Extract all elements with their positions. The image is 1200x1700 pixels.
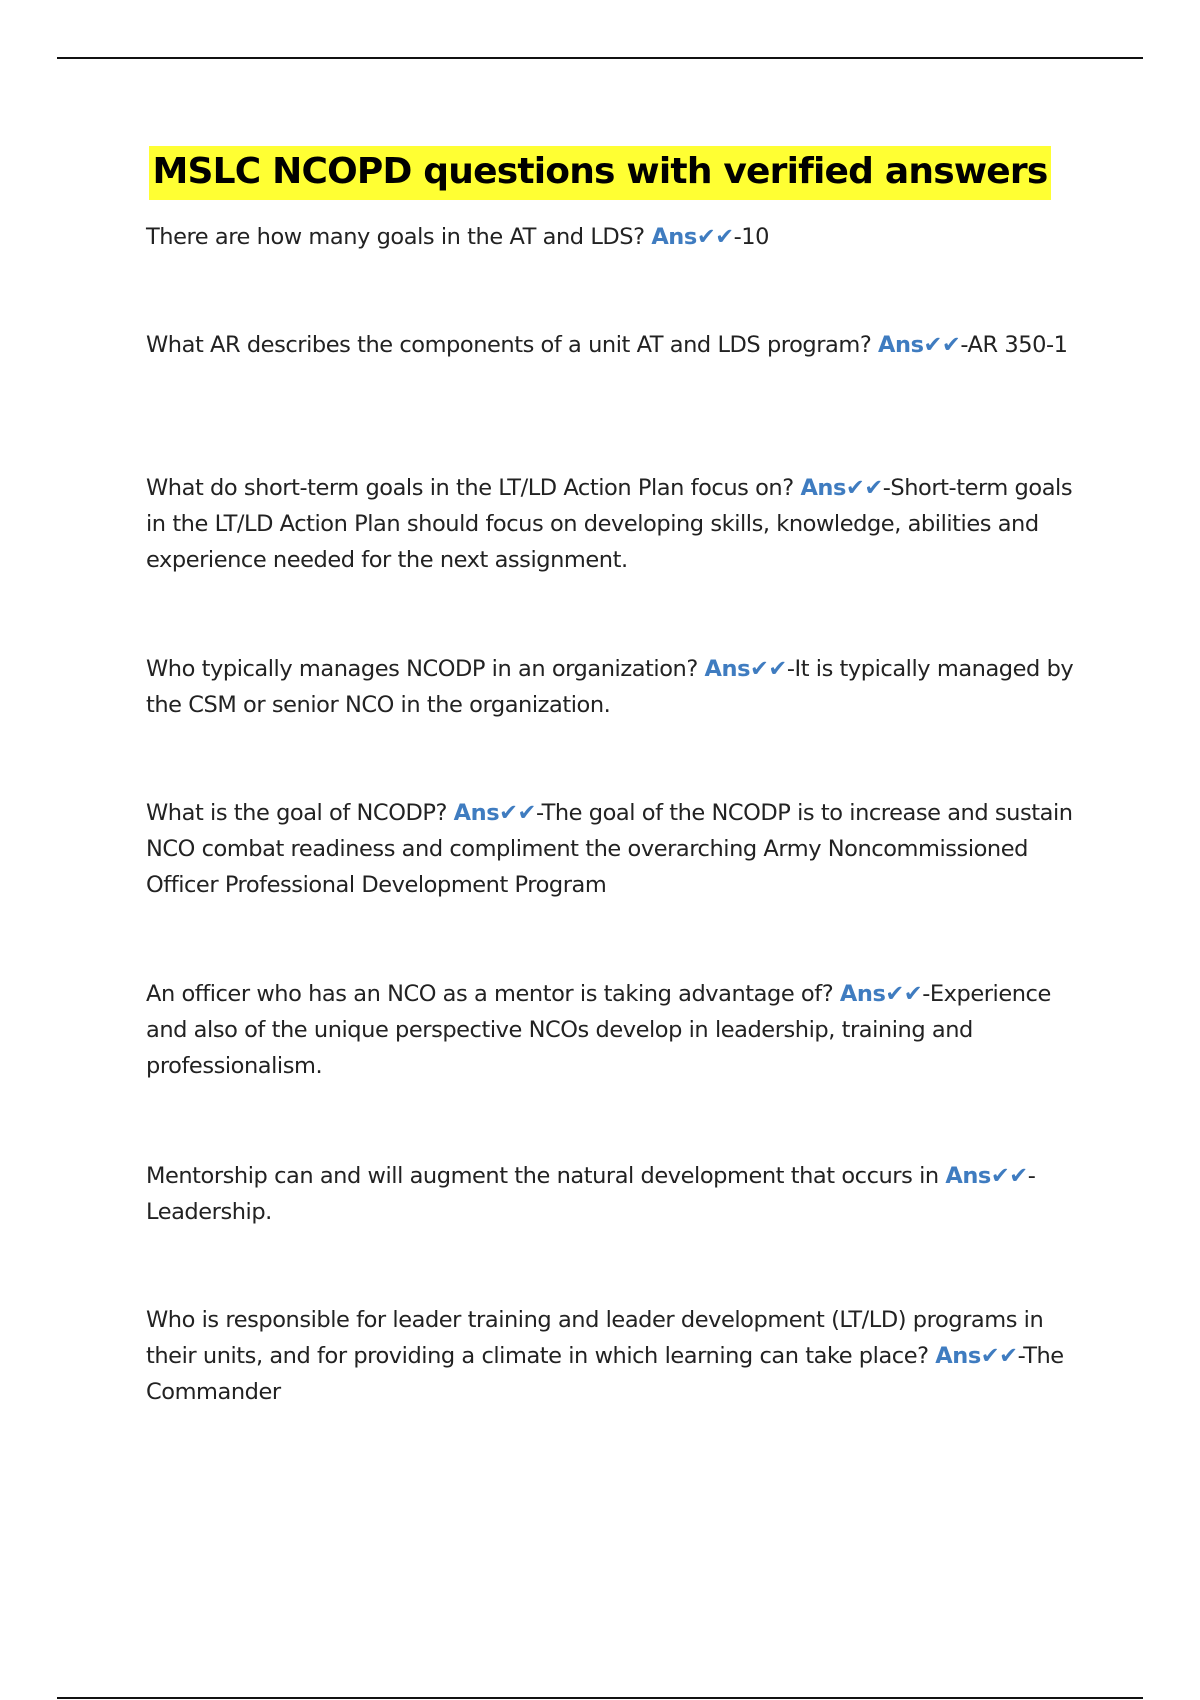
question-text: What do short-term goals in the LT/LD Action Plan focus on? [146, 475, 794, 501]
document-title: MSLC NCOPD questions with verified answers [149, 146, 1052, 200]
question-text: Who is responsible for leader training and leader development (LT/LD) programs in their units, and for providing a climate in which learning can take place? [146, 1307, 1044, 1369]
answer-text: Experience and also of the unique perspective NCOs develop in leadership, training and professionalism. [146, 981, 1051, 1079]
answer-text: The goal of the NCODP is to increase and sustain NCO combat readiness and compliment the overarching Army Noncommissioned Officer Professional Development Program [146, 800, 1073, 898]
qa-item-6 [146, 976, 1086, 1084]
answer-marker: Ans [800, 475, 846, 501]
question-text: Who typically manages NCODP in an organization? [146, 656, 698, 682]
check-mark-icon: ✔✔ [990, 1163, 1028, 1189]
qa-item-7 [146, 1158, 1086, 1230]
title-container [0, 146, 1200, 200]
answer-text: AR 350-1 [967, 332, 1068, 358]
question-text: What is the goal of NCODP? [146, 800, 447, 826]
check-mark-icon: ✔✔ [696, 224, 734, 250]
check-mark-icon: ✔✔ [923, 332, 961, 358]
answer-separator: - [882, 475, 891, 501]
answer-text: The Commander [146, 1343, 1064, 1405]
answer-separator: - [1027, 1163, 1036, 1189]
answer-marker: Ans [839, 981, 886, 1007]
bottom-rule [57, 1697, 1143, 1699]
check-mark-icon: ✔✔ [499, 800, 536, 826]
answer-text: Short-term goals in the LT/LD Action Plan should focus on developing skills, knowledge, abilities and experience needed for the next assignment. [146, 475, 1073, 573]
answer-marker: Ans [878, 332, 924, 358]
check-mark-icon: ✔✔ [980, 1343, 1018, 1369]
question-text: An officer who has an NCO as a mentor is taking advantage of? [146, 981, 834, 1007]
question-text: There are how many goals in the AT and LDS? [146, 224, 645, 250]
answer-separator: - [960, 332, 968, 358]
answer-marker: Ans [935, 1343, 981, 1369]
answer-marker: Ans [704, 656, 751, 682]
question-text: What AR describes the components of a unit AT and LDS program? [146, 332, 872, 358]
check-mark-icon: ✔✔ [845, 475, 883, 501]
qa-item-2 [146, 327, 1086, 363]
qa-item-4 [146, 651, 1086, 723]
qa-item-5 [146, 795, 1086, 903]
answer-text: Leadership. [146, 1199, 272, 1225]
qa-item-3 [146, 470, 1086, 578]
check-mark-icon: ✔✔ [885, 981, 923, 1007]
answer-separator: - [1017, 1343, 1024, 1369]
answer-text: 10 [741, 224, 770, 250]
answer-marker: Ans [945, 1163, 991, 1189]
top-rule [57, 57, 1143, 59]
answer-marker: Ans [453, 800, 500, 826]
check-mark-icon: ✔✔ [750, 656, 787, 682]
qa-item-1 [146, 219, 1086, 255]
answer-marker: Ans [651, 224, 697, 250]
question-text: Mentorship can and will augment the natural development that occurs in [146, 1163, 939, 1189]
qa-item-8 [146, 1302, 1086, 1410]
answer-text: It is typically managed by the CSM or senior NCO in the organization. [146, 656, 1074, 718]
answer-separator: - [922, 981, 930, 1007]
answer-separator: - [733, 224, 742, 250]
answer-separator: - [535, 800, 542, 826]
answer-separator: - [786, 656, 795, 682]
